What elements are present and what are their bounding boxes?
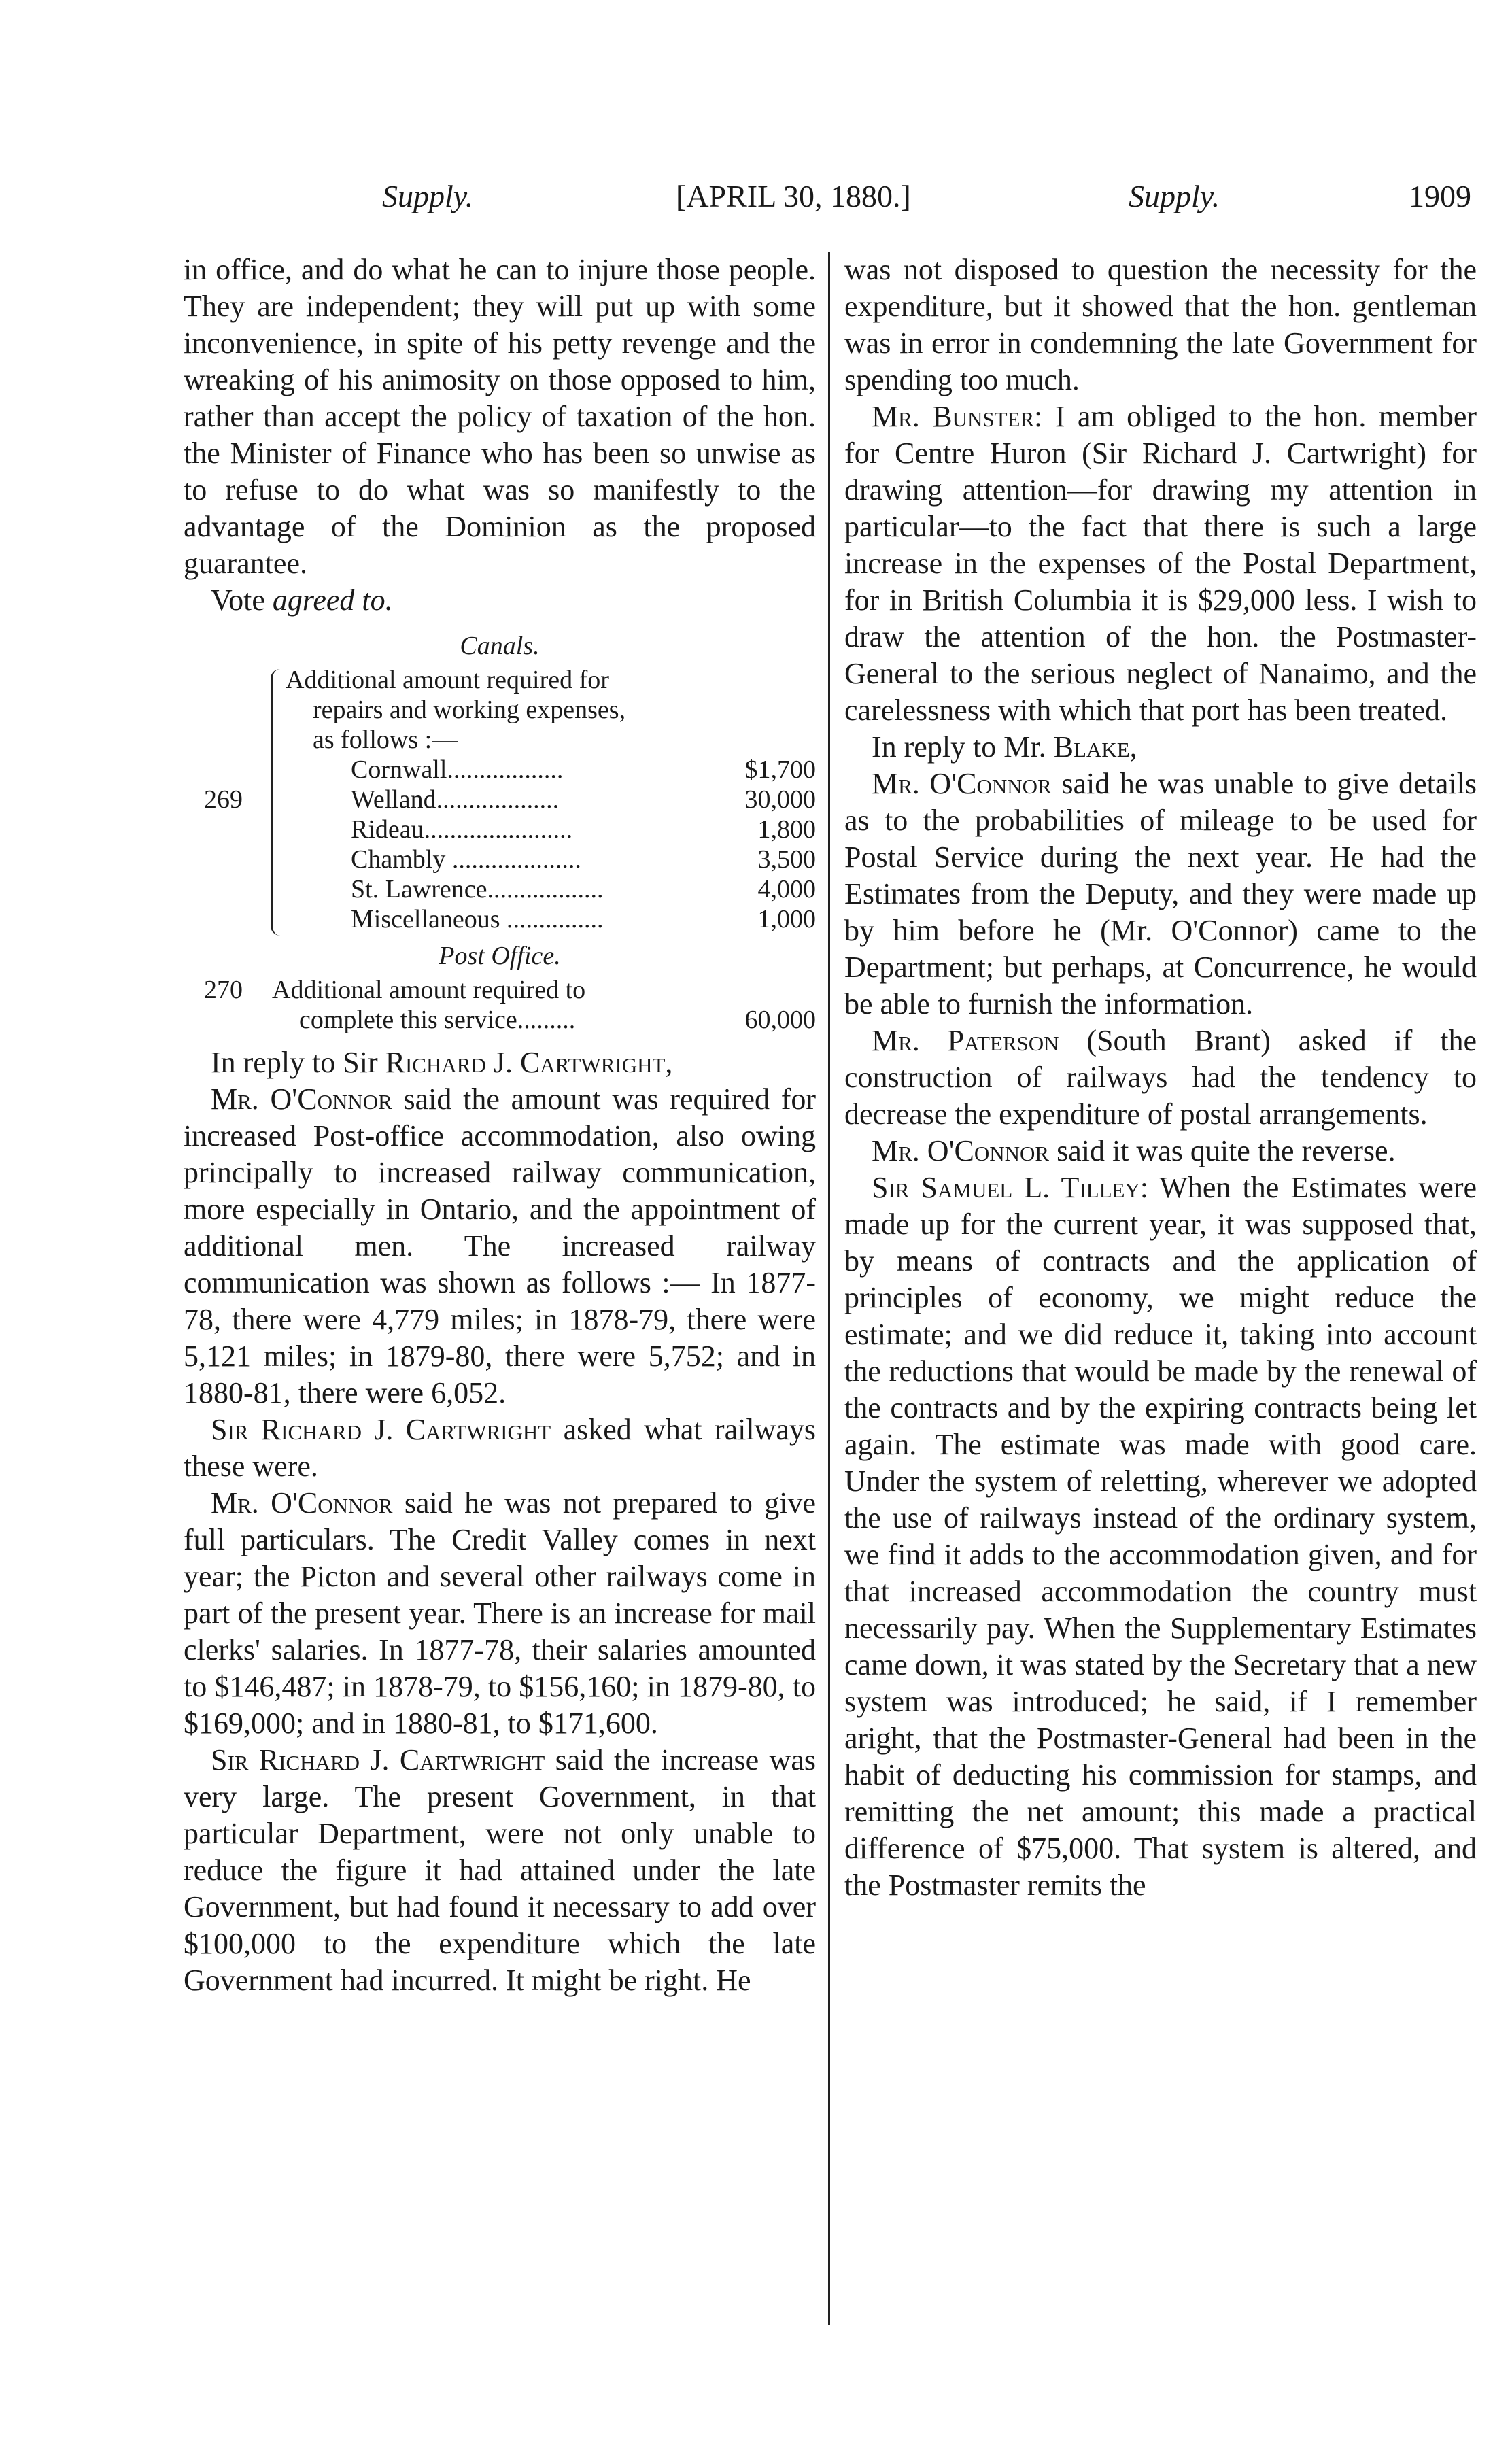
speaker-name: Sir Richard J. Cartwright [211, 1413, 551, 1446]
post-office-heading: Post Office. [439, 942, 561, 970]
paragraph: Mr. O'Connor said he was unable to give details as to the probabilities of mileage to be used for Postal Service during the next year. He had the Estimates from the Deputy, and they were made up by him before he (Mr. O'Connor) came to the Department; but perhaps, at Concurrence, he would be able to furnish the information. [844, 767, 1477, 1021]
vote-number: 270 [204, 976, 243, 1004]
speaker-name: Richard J. Cartwright, [385, 1046, 673, 1079]
speaker-name: Mr. O'Connor [211, 1082, 392, 1116]
estimate-row: Welland................... 30,000 [351, 785, 816, 814]
vote-number: 269 [204, 785, 243, 814]
estimate-amount: 1,800 [757, 815, 816, 844]
header-right-title: Supply. [1129, 179, 1220, 213]
speaker-name: Mr. Paterson [872, 1024, 1059, 1057]
paragraph: Sir Samuel L. Tilley: When the Estimates were made up for the current year, it was supposed that, by means of contracts and the application of principles of economy, we might reduce the estimate; and we did reduce it, taking into account the reductions that would be made by the renewal of the contracts and by the expiring contracts being let again. The estimate was made with good care. Under the system of reletting, wherever we adopted the use of railways instead of the ordinary system, we find it adds to the accommodation given, and for that increased accommodation the country must necessarily pay. When the Supplementary Estimates came down, it was stated by the Secretary that a new system was introduced; he said, if I remember aright, that the Postmaster-General had been in the habit of deducting his commission for stamps, and remitting the net amount; this made a practical difference of $75,000. That system is altered, and the Postmaster remits the [844, 1171, 1477, 1902]
vote-prefix: Vote [211, 583, 273, 617]
estimate-desc: Additional amount required for [286, 666, 609, 694]
vote-269-block [184, 665, 816, 934]
right-column [844, 252, 1477, 1904]
vote-line [184, 582, 816, 619]
estimate-amount: 3,500 [757, 845, 816, 874]
canals-heading: Canals. [460, 632, 540, 660]
estimate-row: Rideau....................... 1,800 [351, 815, 816, 844]
page-number: 1909 [1409, 179, 1471, 213]
vote-result: agreed to. [272, 583, 393, 617]
paragraph: In reply to Mr. Blake, [872, 730, 1137, 764]
paragraph: Mr. O'Connor said the amount was required for increased Post-office accommodation, also owing principally to increased railway communication, more especially in Ontario, and the appointment of additional men. The increased railway communication was shown as follows :— In 1877-78, there were 4,779 miles; in 1878-79, there were 5,121 miles; in 1879-80, there were 5,752; and in 1880-81, there were 6,052. [184, 1082, 816, 1409]
estimates-table [184, 631, 816, 1035]
estimate-row: Miscellaneous ............... 1,000 [351, 905, 816, 934]
speaker-name: Sir Samuel L. Tilley [872, 1171, 1140, 1204]
estimate-amount: $1,700 [744, 755, 816, 784]
paragraph: Sir Richard J. Cartwright said the increase was very large. The present Government, in that particular Department, were not only unable to reduce the figure it had attained under the late Government, but had found it necessary to add over $100,000 to the expenditure which the late Government had incurred. It might be right. He [184, 1743, 816, 1997]
estimate-row: St. Lawrence.................. 4,000 [351, 875, 816, 904]
speaker-name: Mr. O'Connor [872, 1134, 1050, 1167]
paragraph: was not disposed to question the necessity for the expenditure, but it showed that the hon. gentleman was in error in condemning the late Government for spending too much. [844, 253, 1477, 396]
speaker-name: Blake, [1053, 730, 1137, 764]
speaker-name: Mr. O'Connor [872, 767, 1052, 800]
speaker-name: Mr. Bunster [872, 400, 1035, 433]
header-date: [APRIL 30, 1880.] [676, 179, 911, 213]
column-divider [828, 252, 830, 2325]
paragraph: in office, and do what he can to injure those people. They are independent; they will put up with some inconvenience, in spite of his petty revenge and the wreaking of his animosity on those opposed to him, rather than accept the policy of taxation of the hon. the Minister of Finance who has been so unwise as to refuse to do what was so manifestly to the advantage of the Dominion as the proposed guarantee. [184, 253, 816, 580]
estimate-row: Chambly .................... 3,500 [351, 845, 816, 874]
estimate-row: Cornwall.................. $1,700 [351, 755, 816, 784]
page-header [185, 178, 1482, 226]
paragraph: Sir Richard J. Cartwright asked what railways these were. [184, 1413, 816, 1483]
paragraph: In reply to Sir Richard J. Cartwright, [211, 1046, 673, 1079]
estimate-amount: 1,000 [757, 905, 816, 934]
paragraph: Mr. Paterson (South Brant) asked if the construction of railways had the tendency to decrease the expenditure of postal arrangements. [844, 1024, 1477, 1131]
estimate-desc: repairs and working expenses, [313, 696, 626, 724]
estimate-amount: 4,000 [757, 875, 816, 904]
header-left-title: Supply. [382, 179, 474, 213]
speaker-name: Mr. O'Connor [211, 1486, 393, 1520]
paragraph: Mr. O'Connor said he was not prepared to give full particulars. The Credit Valley comes in next year; the Picton and several other railways come in part of the present year. There is an increase for mail clerks' salaries. In 1877-78, their salaries amounted to $146,487; in 1878-79, to $156,160; in 1879-80, to $169,000; and in 1880-81, to $171,600. [184, 1486, 816, 1740]
vote-270-block [184, 975, 816, 1035]
paragraph: Mr. O'Connor said it was quite the reverse. [872, 1134, 1396, 1167]
estimate-desc: as follows :— [313, 725, 458, 754]
brace [271, 669, 284, 936]
estimate-desc: Additional amount required to [272, 976, 586, 1004]
estimate-amount: 30,000 [744, 785, 816, 814]
estimate-amount: 60,000 [744, 1006, 816, 1034]
paragraph: Mr. Bunster: I am obliged to the hon. member for Centre Huron (Sir Richard J. Cartwright) for drawing attention—for drawing my attention in particular—to the fact that there is such a large increase in the expenses of the Postal Department, for in British Columbia it is $29,000 less. I wish to draw the attention of the hon. the Postmaster-General to the serious neglect of Nanaimo, and the carelessness with which that port has been treated. [844, 400, 1477, 727]
estimate-desc: complete this service......... [299, 1006, 576, 1034]
left-column [184, 252, 816, 1999]
speaker-name: Sir Richard J. Cartwright [211, 1743, 545, 1777]
